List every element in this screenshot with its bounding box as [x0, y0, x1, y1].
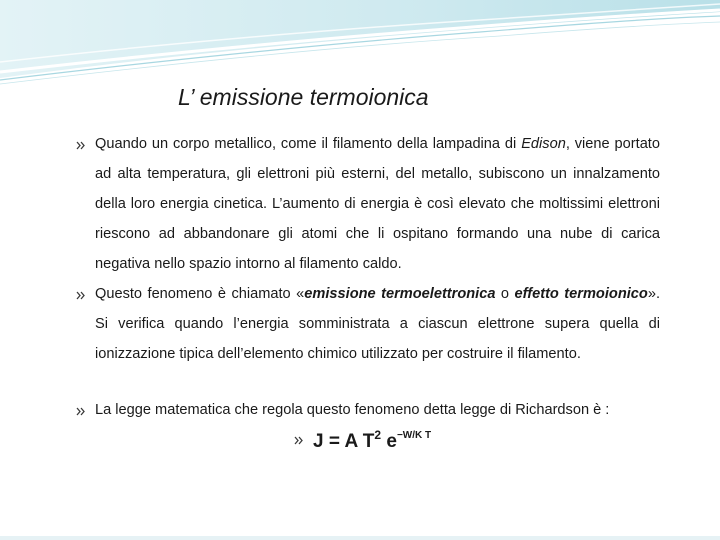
paragraph-richardson-law: La legge matematica che regola questo fenomeno detta legge di Richardson è :: [95, 402, 610, 418]
formula-base: J = A T: [313, 431, 375, 452]
p2-text-mid: o: [495, 286, 515, 302]
p1-text-start: Quando un corpo metallico, come il filamento della lampadina di: [95, 136, 522, 152]
p2-text-start: Questo fenomeno è chiamato «: [95, 286, 305, 302]
slide-title: L’ emissione termoionica: [178, 84, 429, 110]
arrow-bullet-icon: [76, 407, 86, 416]
arrow-bullet-icon: [76, 291, 86, 300]
richardson-formula: [313, 428, 431, 453]
formula-exponent-t: 2: [374, 428, 382, 442]
arrow-bullet-icon: [294, 436, 304, 445]
formula-e: e: [381, 431, 397, 452]
p1-edison-name: Edison: [521, 136, 566, 152]
p2-text-end: ». Si verifica quando l’energia somministrata a ciascun elettrone supera quella di ionizzazione tipica dell’elemento chimico utilizzato per costruire il filamento.: [95, 286, 660, 362]
paragraph-phenomenon-name: [95, 279, 660, 369]
arrow-bullet-icon: [76, 141, 86, 150]
paragraph-thermionic-description: [95, 129, 660, 279]
formula-exponent-e: −W/K T: [396, 430, 432, 441]
p1-text-end: , viene portato ad alta temperatura, gli elettroni più esterni, del metallo, subiscono un innalzamento della loro energia cinetica. L’aumento di energia è così elevato che moltissimi elettroni riescono ad abbandonare gli atomi che li ospitano formando una nube di carica negativa nello spazio intorno al filamento caldo.: [95, 136, 660, 272]
p2-term-effect: effetto termoionico: [514, 286, 648, 302]
bottom-band: [0, 536, 720, 540]
p2-term-emission: emissione termoelettronica: [304, 286, 496, 302]
decorative-wave-header: [0, 0, 720, 90]
